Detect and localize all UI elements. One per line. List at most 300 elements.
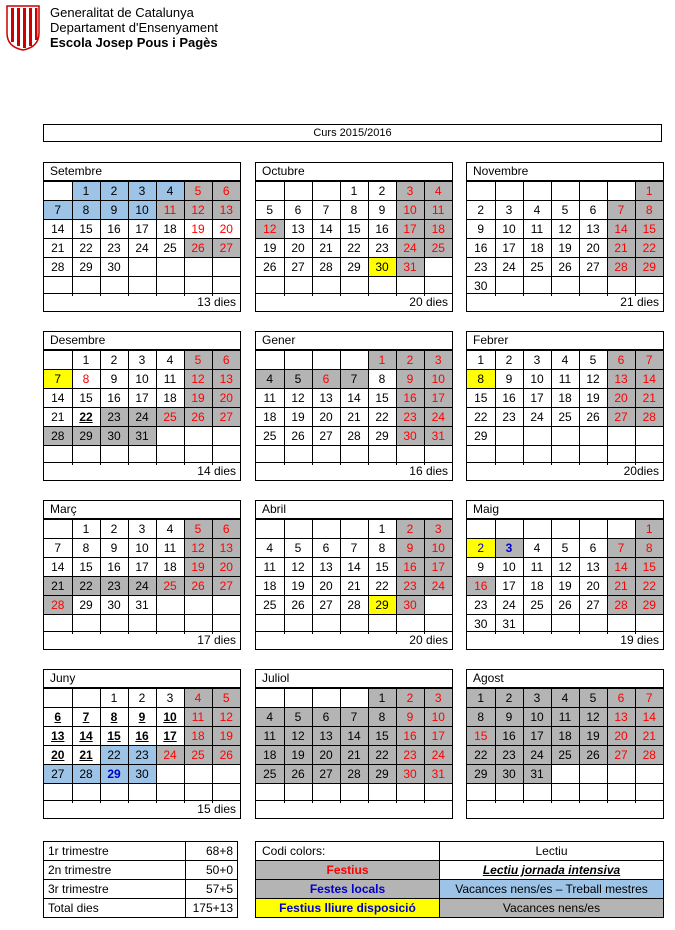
month-name: Setembre [44, 163, 240, 181]
trimester-row [44, 861, 238, 880]
day-cell [212, 765, 240, 784]
week-row [467, 220, 663, 239]
day-cell: 12 [551, 558, 579, 577]
day-cell: 11 [551, 708, 579, 727]
day-cell: 22 [635, 239, 663, 258]
week-row [256, 746, 452, 765]
day-cell: 5 [184, 182, 212, 201]
day-cell: 9 [495, 370, 523, 389]
day-cell: 15 [368, 727, 396, 746]
day-cell: 15 [635, 558, 663, 577]
month-days-count: 19 dies [467, 631, 663, 649]
week-row [467, 727, 663, 746]
day-cell: 16 [396, 558, 424, 577]
day-cell: 7 [44, 370, 72, 389]
day-cell: 18 [256, 577, 284, 596]
day-cell: 19 [284, 577, 312, 596]
day-cell: 8 [368, 370, 396, 389]
day-cell: 5 [212, 689, 240, 708]
day-cell: 3 [156, 689, 184, 708]
day-cell: 21 [635, 389, 663, 408]
day-cell: 29 [100, 765, 128, 784]
day-cell: 3 [424, 351, 452, 370]
day-cell: 18 [523, 239, 551, 258]
day-cell: 13 [607, 370, 635, 389]
month-name: Agost [467, 670, 663, 688]
day-cell: 23 [467, 596, 495, 615]
course-title: Curs 2015/2016 [43, 124, 662, 142]
day-cell [340, 351, 368, 370]
day-cell: 22 [72, 408, 100, 427]
month-block [43, 669, 241, 819]
week-row [256, 520, 452, 539]
week-row [256, 408, 452, 427]
day-cell: 9 [495, 708, 523, 727]
day-cell: 4 [256, 370, 284, 389]
day-cell: 28 [44, 258, 72, 277]
trimester-label: 1r trimestre [44, 842, 186, 861]
week-row [44, 708, 240, 727]
day-cell: 23 [100, 408, 128, 427]
day-cell: 24 [128, 408, 156, 427]
day-cell: 28 [635, 746, 663, 765]
week-row [44, 182, 240, 201]
day-cell: 12 [184, 539, 212, 558]
trimester-value: 68+8 [186, 842, 238, 861]
day-cell [44, 351, 72, 370]
day-cell: 20 [579, 577, 607, 596]
month-name: Febrer [467, 332, 663, 350]
day-cell: 25 [156, 408, 184, 427]
day-cell: 12 [284, 727, 312, 746]
month-grid [467, 181, 663, 296]
day-cell: 13 [212, 201, 240, 220]
day-cell: 27 [212, 577, 240, 596]
day-cell [312, 351, 340, 370]
day-cell: 3 [128, 520, 156, 539]
day-cell: 10 [495, 558, 523, 577]
day-cell: 3 [523, 351, 551, 370]
day-cell [184, 258, 212, 277]
day-cell: 5 [184, 351, 212, 370]
day-cell [495, 182, 523, 201]
month-name: Maig [467, 501, 663, 519]
day-cell: 10 [523, 370, 551, 389]
day-cell: 23 [128, 746, 156, 765]
day-cell: 29 [368, 596, 396, 615]
day-cell: 6 [284, 201, 312, 220]
day-cell: 27 [607, 746, 635, 765]
day-cell [184, 596, 212, 615]
day-cell [256, 182, 284, 201]
day-cell: 18 [256, 746, 284, 765]
day-cell [579, 427, 607, 446]
day-cell: 14 [72, 727, 100, 746]
week-row [256, 389, 452, 408]
week-row [44, 596, 240, 615]
day-cell: 26 [551, 596, 579, 615]
day-cell [495, 427, 523, 446]
week-row [467, 689, 663, 708]
month-grid [44, 688, 240, 803]
week-row [467, 389, 663, 408]
day-cell: 6 [212, 351, 240, 370]
day-cell: 31 [523, 765, 551, 784]
day-cell: 15 [368, 389, 396, 408]
trimester-row [44, 880, 238, 899]
day-cell: 4 [523, 539, 551, 558]
week-row [44, 558, 240, 577]
day-cell: 22 [368, 577, 396, 596]
day-cell: 21 [340, 577, 368, 596]
day-cell: 17 [495, 577, 523, 596]
day-cell [607, 520, 635, 539]
day-cell: 11 [551, 370, 579, 389]
day-cell: 7 [340, 370, 368, 389]
day-cell: 5 [551, 201, 579, 220]
day-cell: 12 [284, 389, 312, 408]
header-line-2: Departament d'Ensenyament [50, 20, 218, 35]
day-cell: 19 [184, 558, 212, 577]
day-cell: 14 [635, 370, 663, 389]
day-cell: 26 [184, 239, 212, 258]
day-cell: 2 [396, 520, 424, 539]
day-cell: 1 [340, 182, 368, 201]
week-row [44, 389, 240, 408]
day-cell: 15 [72, 389, 100, 408]
day-cell: 4 [424, 182, 452, 201]
day-cell: 6 [212, 182, 240, 201]
day-cell: 17 [523, 727, 551, 746]
day-cell: 22 [340, 239, 368, 258]
day-cell: 19 [184, 220, 212, 239]
day-cell: 13 [312, 558, 340, 577]
day-cell: 27 [579, 596, 607, 615]
day-cell: 19 [579, 389, 607, 408]
day-cell: 17 [128, 558, 156, 577]
day-cell: 26 [184, 408, 212, 427]
week-row [256, 689, 452, 708]
day-cell [607, 765, 635, 784]
day-cell: 19 [579, 727, 607, 746]
month-name: Juny [44, 670, 240, 688]
day-cell [284, 351, 312, 370]
day-cell [156, 258, 184, 277]
day-cell: 12 [551, 220, 579, 239]
legend-title: Codi colors: [256, 842, 440, 861]
day-cell: 10 [128, 201, 156, 220]
week-row [44, 201, 240, 220]
day-cell [256, 520, 284, 539]
day-cell: 8 [467, 708, 495, 727]
day-cell: 10 [128, 539, 156, 558]
week-row [467, 182, 663, 201]
day-cell: 22 [467, 408, 495, 427]
day-cell: 6 [312, 539, 340, 558]
day-cell: 9 [396, 708, 424, 727]
day-cell: 29 [72, 596, 100, 615]
day-cell: 3 [523, 689, 551, 708]
day-cell: 9 [396, 370, 424, 389]
month-block [43, 500, 241, 650]
day-cell: 30 [467, 277, 495, 296]
day-cell: 2 [128, 689, 156, 708]
day-cell: 24 [156, 746, 184, 765]
day-cell: 7 [340, 539, 368, 558]
day-cell: 24 [495, 596, 523, 615]
day-cell [467, 182, 495, 201]
header-line-1: Generalitat de Catalunya [50, 5, 194, 20]
day-cell: 27 [212, 239, 240, 258]
day-cell: 8 [340, 201, 368, 220]
day-cell: 27 [44, 765, 72, 784]
day-cell: 4 [523, 201, 551, 220]
day-cell: 3 [495, 201, 523, 220]
day-cell: 10 [128, 370, 156, 389]
month-name: Octubre [256, 163, 452, 181]
day-cell: 16 [128, 727, 156, 746]
day-cell: 3 [495, 539, 523, 558]
day-cell: 7 [607, 201, 635, 220]
day-cell: 24 [128, 239, 156, 258]
day-cell: 2 [100, 182, 128, 201]
day-cell: 31 [424, 765, 452, 784]
day-cell: 22 [467, 746, 495, 765]
day-cell: 29 [635, 258, 663, 277]
day-cell: 26 [579, 408, 607, 427]
week-row [44, 765, 240, 784]
day-cell [424, 596, 452, 615]
month-block [43, 331, 241, 481]
day-cell: 17 [396, 220, 424, 239]
day-cell: 18 [551, 727, 579, 746]
day-cell: 26 [256, 258, 284, 277]
day-cell: 3 [128, 351, 156, 370]
day-cell: 5 [256, 201, 284, 220]
day-cell: 2 [396, 351, 424, 370]
day-cell: 2 [467, 539, 495, 558]
day-cell: 30 [100, 258, 128, 277]
day-cell: 20 [607, 389, 635, 408]
day-cell: 27 [607, 408, 635, 427]
day-cell: 14 [340, 389, 368, 408]
day-cell: 14 [44, 558, 72, 577]
day-cell: 19 [551, 239, 579, 258]
day-cell: 25 [551, 746, 579, 765]
legend-festes-locals: Festes locals [256, 880, 440, 899]
day-cell: 17 [523, 389, 551, 408]
week-row [256, 427, 452, 446]
month-grid [256, 350, 452, 465]
day-cell [635, 765, 663, 784]
day-cell: 3 [424, 520, 452, 539]
month-days-count: 21 dies [467, 293, 663, 311]
month-block [466, 669, 664, 819]
month-block [255, 162, 453, 312]
day-cell: 22 [635, 577, 663, 596]
day-cell: 11 [256, 558, 284, 577]
day-cell [44, 520, 72, 539]
legend-lliure: Festius lliure disposició [256, 899, 440, 918]
day-cell: 4 [256, 708, 284, 727]
day-cell: 17 [424, 389, 452, 408]
day-cell: 2 [100, 520, 128, 539]
day-cell: 12 [579, 370, 607, 389]
day-cell: 25 [551, 408, 579, 427]
day-cell: 6 [607, 689, 635, 708]
day-cell: 6 [607, 351, 635, 370]
day-cell: 25 [156, 577, 184, 596]
day-cell: 29 [368, 765, 396, 784]
month-grid [256, 688, 452, 803]
week-row [256, 370, 452, 389]
month-days-count: 20 dies [256, 631, 452, 649]
day-cell: 24 [495, 258, 523, 277]
day-cell: 29 [340, 258, 368, 277]
day-cell: 16 [396, 389, 424, 408]
day-cell: 6 [312, 370, 340, 389]
day-cell: 15 [368, 558, 396, 577]
month-days-count: 15 dies [44, 800, 240, 818]
day-cell: 23 [396, 408, 424, 427]
day-cell: 5 [184, 520, 212, 539]
day-cell: 13 [44, 727, 72, 746]
day-cell: 25 [256, 596, 284, 615]
day-cell: 15 [467, 727, 495, 746]
day-cell: 26 [284, 765, 312, 784]
day-cell: 1 [72, 351, 100, 370]
day-cell [128, 258, 156, 277]
day-cell: 24 [396, 239, 424, 258]
day-cell: 28 [635, 408, 663, 427]
month-days-count [256, 800, 452, 818]
day-cell: 3 [128, 182, 156, 201]
day-cell: 18 [256, 408, 284, 427]
day-cell: 12 [184, 370, 212, 389]
month-grid [44, 519, 240, 634]
day-cell: 31 [396, 258, 424, 277]
day-cell: 23 [368, 239, 396, 258]
month-days-count: 20 dies [256, 293, 452, 311]
day-cell [607, 427, 635, 446]
day-cell: 14 [44, 389, 72, 408]
week-row [44, 220, 240, 239]
day-cell: 6 [312, 708, 340, 727]
day-cell: 16 [495, 389, 523, 408]
day-cell: 15 [340, 220, 368, 239]
day-cell: 20 [212, 220, 240, 239]
day-cell: 2 [396, 689, 424, 708]
day-cell [156, 765, 184, 784]
day-cell: 10 [495, 220, 523, 239]
day-cell: 3 [424, 689, 452, 708]
day-cell [579, 520, 607, 539]
day-cell: 24 [128, 577, 156, 596]
day-cell: 14 [340, 558, 368, 577]
day-cell: 18 [551, 389, 579, 408]
day-cell: 19 [551, 577, 579, 596]
month-days-count: 16 dies [256, 462, 452, 480]
day-cell [523, 427, 551, 446]
day-cell: 17 [424, 558, 452, 577]
day-cell: 19 [184, 389, 212, 408]
day-cell: 14 [607, 558, 635, 577]
month-name: Novembre [467, 163, 663, 181]
day-cell: 1 [467, 689, 495, 708]
day-cell: 13 [284, 220, 312, 239]
day-cell: 26 [212, 746, 240, 765]
day-cell: 24 [424, 408, 452, 427]
day-cell: 25 [523, 596, 551, 615]
month-block [466, 500, 664, 650]
month-days-count: 20dies [467, 462, 663, 480]
day-cell: 23 [495, 408, 523, 427]
day-cell: 23 [396, 577, 424, 596]
day-cell: 21 [340, 408, 368, 427]
trimester-row [44, 842, 238, 861]
day-cell: 29 [72, 427, 100, 446]
day-cell: 4 [184, 689, 212, 708]
day-cell: 13 [579, 558, 607, 577]
day-cell: 7 [312, 201, 340, 220]
day-cell: 4 [551, 689, 579, 708]
month-grid [44, 350, 240, 465]
week-row [44, 577, 240, 596]
week-row [467, 746, 663, 765]
week-row [256, 182, 452, 201]
day-cell: 11 [184, 708, 212, 727]
day-cell: 19 [212, 727, 240, 746]
day-cell: 18 [523, 577, 551, 596]
day-cell: 17 [424, 727, 452, 746]
week-row [256, 539, 452, 558]
day-cell [44, 689, 72, 708]
day-cell: 28 [312, 258, 340, 277]
day-cell: 13 [579, 220, 607, 239]
week-row [467, 351, 663, 370]
day-cell: 17 [128, 220, 156, 239]
week-row [44, 689, 240, 708]
day-cell: 19 [284, 408, 312, 427]
day-cell: 28 [72, 765, 100, 784]
month-name: Juliol [256, 670, 452, 688]
day-cell: 21 [44, 408, 72, 427]
day-cell: 11 [256, 389, 284, 408]
week-row [44, 258, 240, 277]
day-cell: 22 [72, 577, 100, 596]
day-cell: 16 [100, 558, 128, 577]
day-cell: 2 [495, 351, 523, 370]
day-cell: 21 [635, 727, 663, 746]
day-cell: 16 [368, 220, 396, 239]
week-row [256, 558, 452, 577]
day-cell: 13 [312, 389, 340, 408]
day-cell [284, 689, 312, 708]
week-row [467, 370, 663, 389]
week-row [467, 577, 663, 596]
day-cell: 8 [467, 370, 495, 389]
day-cell: 4 [156, 182, 184, 201]
day-cell: 11 [256, 727, 284, 746]
day-cell [523, 182, 551, 201]
week-row [44, 239, 240, 258]
day-cell: 3 [396, 182, 424, 201]
day-cell: 22 [72, 239, 100, 258]
day-cell: 7 [635, 689, 663, 708]
day-cell: 23 [467, 258, 495, 277]
day-cell: 15 [100, 727, 128, 746]
day-cell: 31 [128, 427, 156, 446]
